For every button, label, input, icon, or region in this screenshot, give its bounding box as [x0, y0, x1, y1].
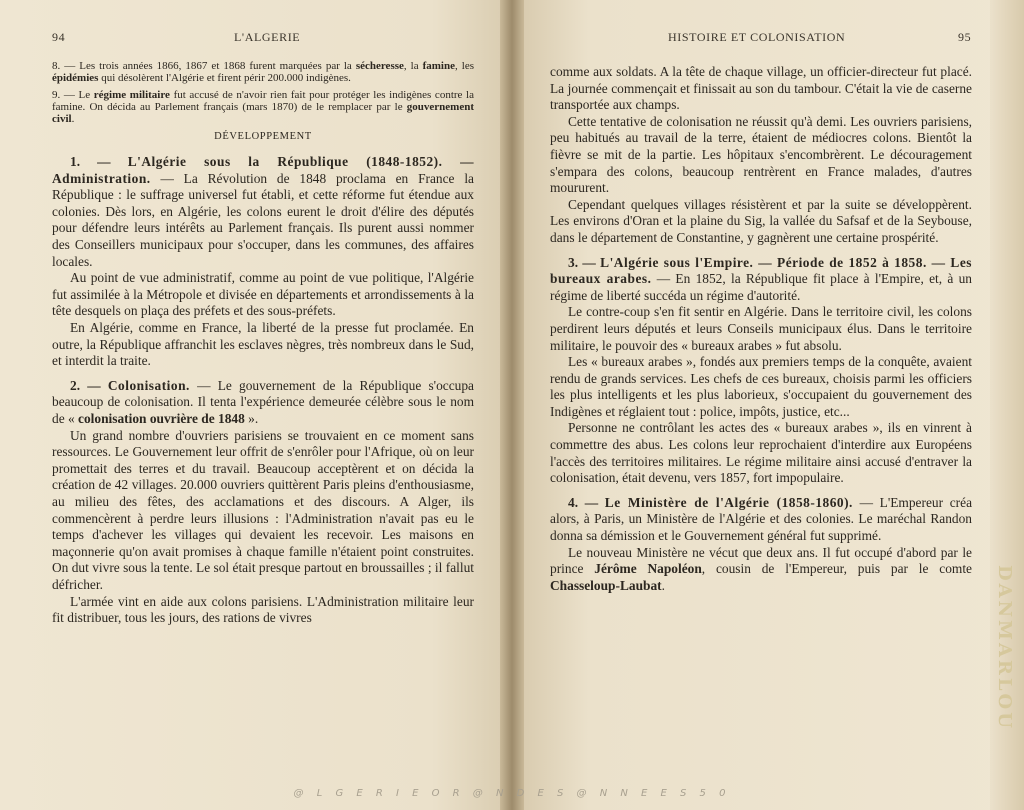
- paragraph: Cependant quelques villages résistèrent et par la suite se développèrent. Les environs d'Oran et la plaine du Sig, la vallée du Safsaf et de la Seybouse, dans le département de Constantine, y gagnèrent une certaine prospérité.: [550, 196, 972, 245]
- left-running-head: L'ALGERIE: [234, 30, 301, 44]
- right-running-head: HISTOIRE ET COLONISATION: [668, 30, 846, 44]
- right-page-number: 95: [958, 30, 972, 44]
- paragraph: L'armée vint en aide aux colons parisiens. L'Administration militaire leur fit distribuer, tous les jours, des rations de vivres: [52, 593, 474, 626]
- subheading: DÉVELOPPEMENT: [214, 131, 312, 143]
- paragraph: Un grand nombre d'ouvriers parisiens se trouvaient en ce moment sans ressources. Le Gouvernement leur offrit de s'enrôler pour l'Afrique, où on leur promettait des terres et du travail. Beaucoup acceptèrent et on décida la création de 42 villages. 20.000 ouvriers quittèrent Paris pleins d'enthousiasme, au milieu des fêtes, des acclamations et des discours. A Alger, ils commencèrent à perdre leurs illusions : l'Administration n'avait pas eu le temps d'achever les villages qui devaient les recevoir. Les maisons en maçonnerie qu'on avait promises à chaque famille n'étaient point construites. On dut vivre sous la tente. Le sol était presque partout en broussailles ; il fallut défricher.: [52, 427, 474, 592]
- side-watermark: DANMARLOU: [994, 565, 1015, 731]
- paragraph: Cette tentative de colonisation ne réussit qu'à demi. Les ouvriers parisiens, peu habitués au travail de la terre, étaient de médiocres colons. Bientôt la fièvre se mit de la partie. Les hôpitaux s'encombrèrent. Le découragement s'empara des colons, beaucoup rentrèrent en France malades, d'autres moururent.: [550, 113, 972, 196]
- book-gutter: [500, 0, 524, 810]
- paragraph: Le contre-coup s'en fit sentir en Algérie. Dans le territoire civil, les colons perdirent leurs députés et leurs Conseils municipaux élus. Dans le territoire militaire, le pouvoir des « bureaux arabes » fut absolu.: [550, 304, 972, 353]
- footnotes: [52, 60, 474, 125]
- note-8: 8. — Les trois années 1866, 1867 et 1868 furent marquées par la sécheresse, la famine, les épidémies qui désolèrent l'Algérie et firent périr 200.000 indigènes.: [52, 60, 474, 85]
- paragraph: Les « bureaux arabes », fondés aux premiers temps de la conquête, avaient rendu de grands services. Les chefs de ces bureaux, choisis parmi les officiers les plus intelligents et les plus laborieux, s'occupaient du gouvernement des Indigènes et réglaient tout : police, impôts, justice, etc...: [550, 354, 972, 419]
- paragraph: comme aux soldats. A la tête de chaque village, un officier-directeur fut placé. La journée commençait et finissait au son du tambour. C'était la vie de caserne transportée aux champs.: [550, 64, 972, 113]
- paragraph: Personne ne contrôlant les actes des « bureaux arabes », ils en vinrent à commettre des abus. Les colons leur reprochaient d'interdire aux Européens l'accès des territoires militaires. Le régime militaire ainsi accusé d'entraver la colonisation, était devenu, vers 1857, fort impopulaire.: [550, 420, 972, 486]
- section-4-paragraph: 4. — Le Ministère de l'Algérie (1858-1860). — L'Empereur créa alors, à Paris, un Ministère de l'Algérie et des colonies. Le maréchal Randon donna sa démission et le Gouvernement général fut supprimé.: [550, 494, 973, 544]
- note-9: 9. — Le régime militaire fut accusé de n'avoir rien fait pour protéger les indigènes contre la famine. On décida au Parlement français (mars 1870) de le remplacer par le gouvernement civil.: [52, 88, 474, 126]
- paragraph: Au point de vue administratif, comme au point de vue politique, l'Algérie fut assimilée à la Métropole et divisée en départements et arrondissements à la tête desquels on plaça des préfets et des sous-préfets.: [52, 270, 474, 319]
- left-text-column: [52, 60, 474, 627]
- section-2-paragraph: 2. — Colonisation. — Le gouvernement de la République s'occupa beaucoup de colonisation. Il tenta l'expérience demeurée célèbre sous le nom de « colonisation ouvrière de 1848 ».: [52, 377, 475, 426]
- right-text-column: [550, 64, 972, 594]
- paragraph: En Algérie, comme en France, la liberté de la presse fut proclamée. En outre, la République affranchit les esclaves nègres, très nombreux dans le Sud, et interdit la traite.: [52, 320, 474, 369]
- left-page-number: 94: [52, 30, 66, 44]
- paragraph: Le nouveau Ministère ne vécut que deux ans. Il fut occupé d'abord par le prince Jérôme Napoléon, cousin de l'Empereur, puis par le comte Chasseloup-Laubat.: [550, 544, 972, 593]
- section-3-paragraph: 3. — L'Algérie sous l'Empire. — Période de 1852 à 1858. — Les bureaux arabes. — En 1852, la République fit place à l'Empire, et, à un régime de liberté succéda un régime d'autorité.: [550, 254, 972, 303]
- section-1-paragraph: 1. — L'Algérie sous la République (1848-1852). — Administration. — La Révolution de 1848 proclama en France la République : le suffrage universel fut établi, et cette réforme fut étendue aux colonies. Dès lors, en Algérie, les colons eurent le droit d'élire des députés pour défendre leurs intérêts au Parlement français. Ils purent aussi nommer des Conseillers municipaux pour s'occuper, dans les communes, des affaires locales.: [52, 154, 474, 269]
- bottom-watermark: @ L G E R I E O R @ N D E S @ N N E E S 5 0: [293, 788, 731, 799]
